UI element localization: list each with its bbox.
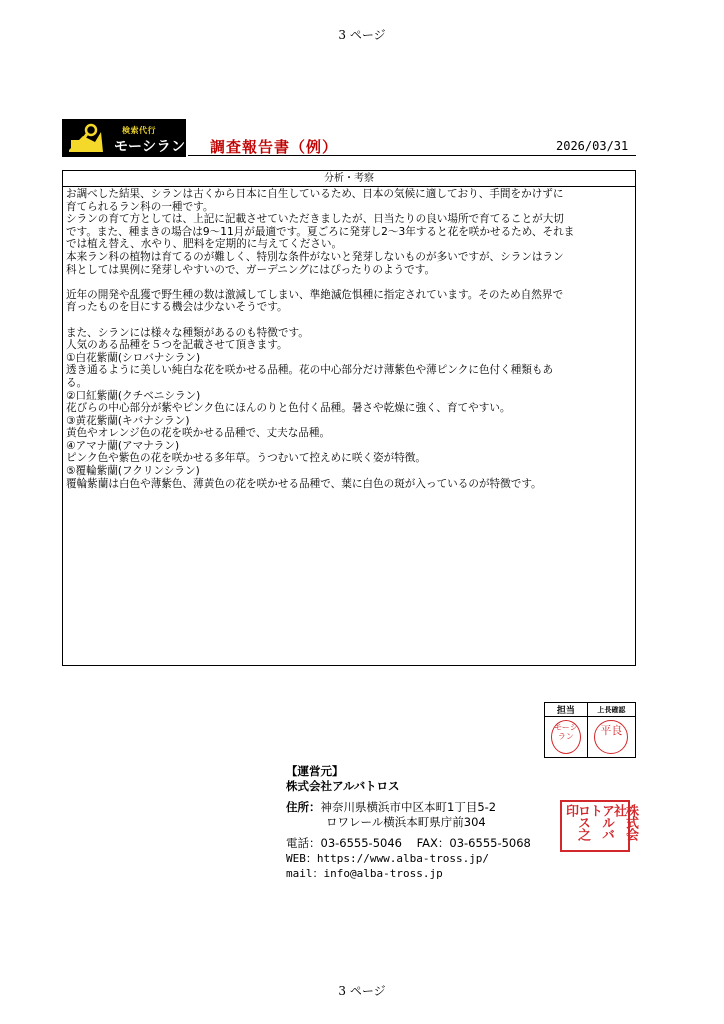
company-seal-stamp bbox=[560, 800, 638, 852]
analysis-line: ②口紅紫蘭(クチベニシラン) bbox=[66, 389, 201, 402]
web-url: WEB：https://www.alba-tross.jp/ bbox=[286, 852, 490, 865]
analysis-line: 本来ラン科の植物は育てるのが難しく、特別な条件がないと発芽しないものが多いですが、シランはラン bbox=[66, 250, 564, 263]
logo-name: モーシラン bbox=[114, 139, 186, 155]
analysis-line: では植え替え、水やり、肥料を定期的に与えてください。 bbox=[66, 238, 343, 251]
stamp-col-3: ロス之印 bbox=[563, 804, 590, 840]
company-name: 株式会社アルバトロス bbox=[286, 779, 400, 793]
analysis-line: また、シランには様々な種類があるのも特徴です。 bbox=[66, 326, 309, 339]
report-title: 調査報告書（例） bbox=[210, 138, 339, 156]
title-underline bbox=[188, 155, 636, 156]
analysis-line: ⑤覆輪紫蘭(フクリンシラン) bbox=[66, 465, 200, 478]
analysis-line: 人気のある品種を５つを記載させて頂きます。 bbox=[66, 339, 288, 352]
contact-row bbox=[286, 836, 531, 851]
analysis-line: ①白花紫蘭(シロバナシラン) bbox=[66, 351, 201, 364]
address-label: 住所： bbox=[286, 800, 321, 814]
analysis-body bbox=[63, 187, 635, 490]
analysis-line: ③黄花紫蘭(キバナシラン) bbox=[66, 414, 190, 427]
address-line2: ロワレール横浜本町県庁前304 bbox=[326, 815, 486, 829]
tanto-seal: モーシラン bbox=[551, 720, 581, 754]
analysis-line: る。 bbox=[66, 376, 88, 389]
analysis-line: 近年の開発や乱獲で野生種の数は激減してしまい、準絶滅危惧種に指定されています。そのため自然界で bbox=[66, 288, 564, 301]
analysis-line: ④アマナ蘭(アマナラン) bbox=[66, 439, 180, 452]
fax-number: FAX：03-6555-5068 bbox=[416, 836, 531, 850]
analysis-line: 育てられるラン科の一種です。 bbox=[66, 200, 214, 213]
analysis-line: 透き通るように美しい純白な花を咲かせる品種。花の中心部分だけ薄紫色や薄ピンクに色付く種類もあ bbox=[66, 364, 554, 377]
analysis-line: 育ったものを目にする機会は少ないそうです。 bbox=[66, 301, 288, 314]
company-info bbox=[286, 764, 531, 881]
stamp-col-1: 株式会社 bbox=[611, 804, 638, 840]
manager-seal-cell bbox=[587, 717, 635, 758]
approval-table bbox=[544, 702, 636, 758]
analysis-line: ピンク色や紫色の花を咲かせる多年草。うつむいて控えめに咲く姿が特徴。 bbox=[66, 452, 426, 465]
analysis-line: 黄色やオレンジ色の花を咲かせる品種で、丈夫な品種。 bbox=[66, 427, 331, 440]
page-number-top: 3 ページ bbox=[338, 28, 386, 42]
analysis-line: です。また、種まきの場合は9～11月が最適です。夏ごろに発芽し2～3年すると花を咲かせるため、それま bbox=[66, 225, 575, 238]
stamp-col-2: アルバト bbox=[587, 804, 614, 840]
analysis-line: 花びらの中心部分が紫やピンク色にほんのりと色付く品種。暑さや乾燥に強く、育てやすい。 bbox=[66, 402, 511, 415]
tanto-label: 担当 bbox=[545, 703, 588, 717]
company-section-label: 【運営元】 bbox=[286, 764, 344, 778]
report-date: 2026/03/31 bbox=[556, 139, 629, 153]
analysis-heading: 分析・考察 bbox=[63, 171, 635, 187]
logo-mascot-icon bbox=[65, 122, 105, 154]
mail-address: mail：info@alba-tross.jp bbox=[286, 867, 443, 880]
address-line1: 神奈川県横浜市中区本町1丁目5-2 bbox=[320, 800, 497, 814]
analysis-line: 覆輪紫蘭は白色や薄紫色、薄黄色の花を咲かせる品種で、葉に白色の斑が入っているのが特徴です。 bbox=[66, 477, 542, 490]
analysis-line: 科としては異例に発芽しやすいので、ガーデニングにはぴったりのようです。 bbox=[66, 263, 436, 276]
company-logo bbox=[62, 119, 186, 157]
analysis-line: お調べした結果、シランは古くから日本に自生しているため、日本の気候に適しており、手間をかけずに bbox=[66, 188, 564, 200]
logo-subtitle: 検索代行 bbox=[122, 126, 156, 135]
analysis-box bbox=[62, 170, 636, 666]
analysis-line bbox=[66, 314, 632, 327]
phone-number: 電話：03-6555-5046 bbox=[286, 836, 402, 850]
analysis-line: シランの育て方としては、上記に記載させていただきましたが、日当たりの良い場所で育てることが大切 bbox=[66, 213, 564, 226]
page-number-bottom: 3 ページ bbox=[338, 984, 386, 998]
tanto-seal-cell bbox=[545, 717, 588, 758]
analysis-line bbox=[66, 276, 632, 289]
manager-seal: 平良 bbox=[594, 720, 628, 754]
manager-label: 上長確認 bbox=[587, 703, 635, 717]
address-row bbox=[286, 800, 531, 815]
